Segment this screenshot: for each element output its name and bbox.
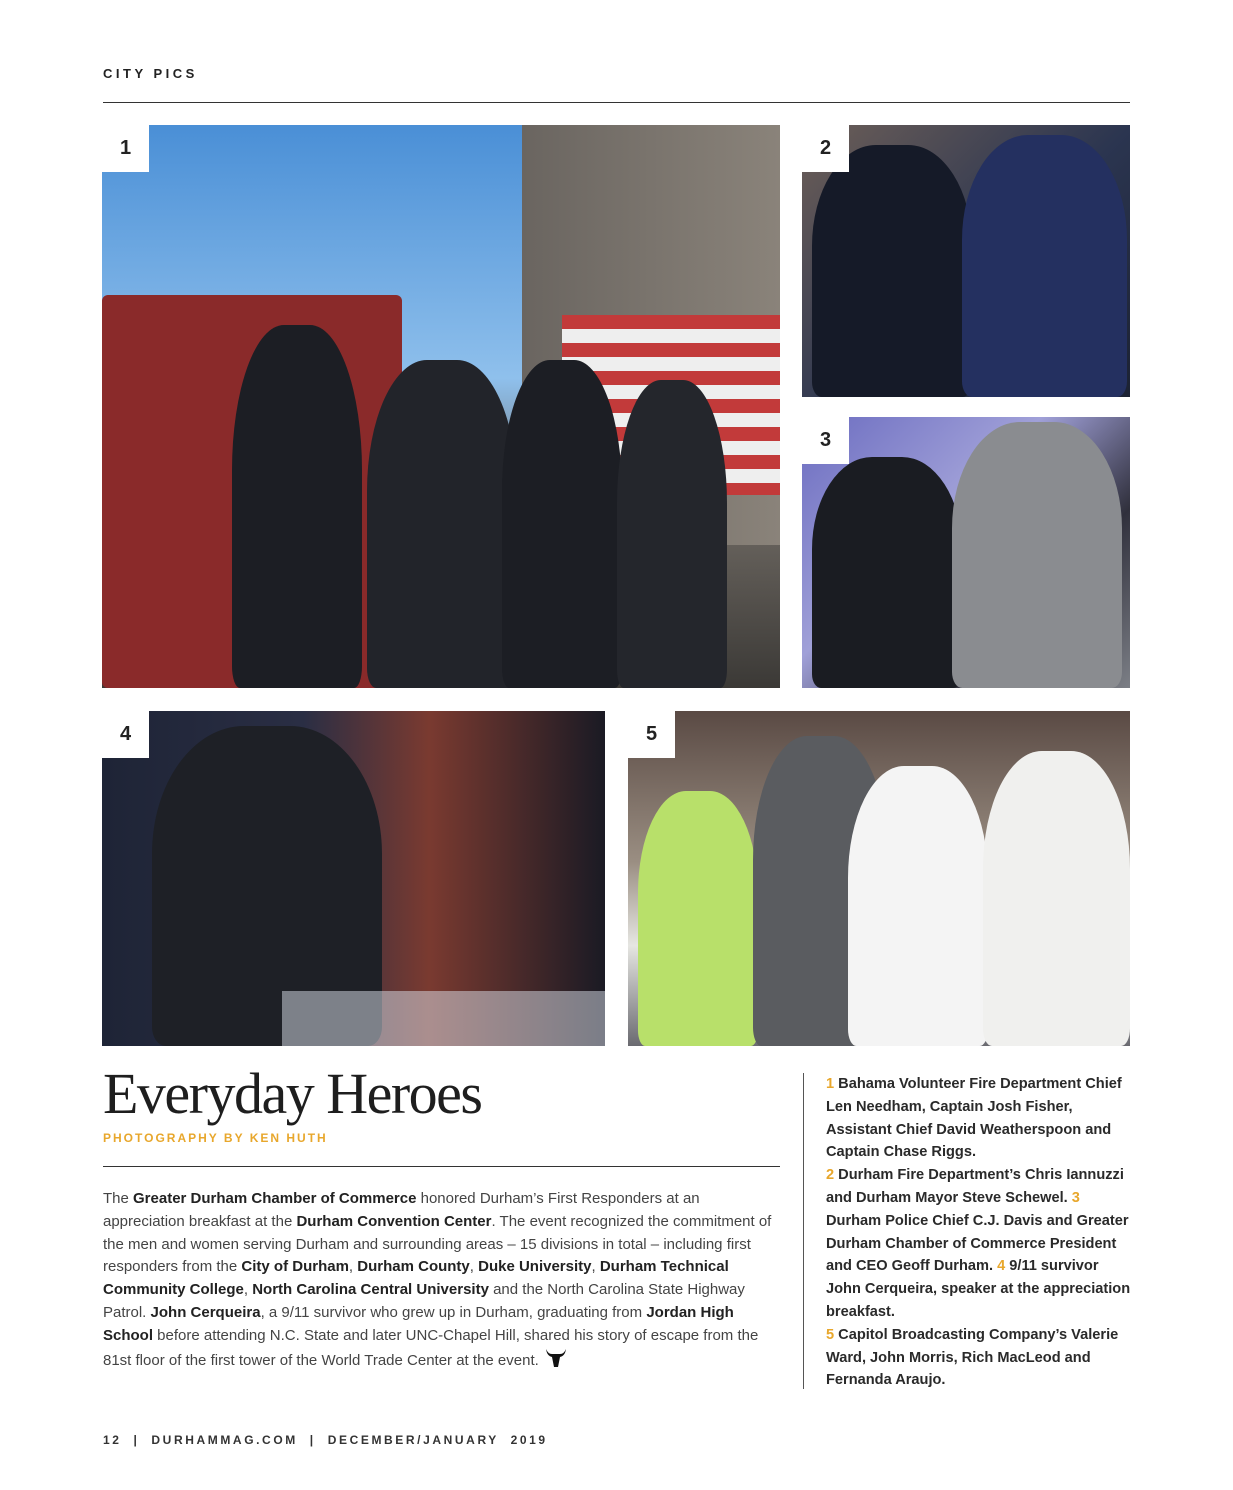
bold-text: North Carolina Central University	[252, 1281, 489, 1299]
body-text: , a 9/11 survivor who grew up in Durham, graduating from	[260, 1303, 647, 1321]
caption-text: Durham Police Chief C.J. Davis and Greater Durham Chamber of Commerce President and CEO Geoff Durham.	[826, 1212, 1129, 1275]
section-label: CITY PICS	[103, 66, 198, 81]
photo-credit: PHOTOGRAPHY BY KEN HUTH	[103, 1131, 328, 1145]
caption-number: 4	[997, 1258, 1006, 1275]
body-text: . The event recognized the commitment of the men and women serving Durham and surrounding areas – 15 divisions in total – including first responders from the	[103, 1212, 772, 1276]
issue-date: DECEMBER/JANUARY 2019	[327, 1433, 548, 1447]
article-body	[103, 1188, 783, 1375]
caption-number: 5	[826, 1326, 835, 1343]
photo-2	[802, 125, 1130, 397]
title-rule	[103, 1166, 780, 1167]
caption-text: Bahama Volunteer Fire Department Chief Len Needham, Captain Josh Fisher, Assistant Chief David Weatherspoon and Captain Chase Riggs.	[826, 1076, 1122, 1161]
photo-number-badge: 5	[628, 711, 675, 758]
bold-text: Jordan High School	[103, 1303, 734, 1344]
body-text: The	[103, 1190, 134, 1207]
bold-text: John Cerqueira	[150, 1303, 261, 1321]
caption-number: 3	[1071, 1189, 1080, 1206]
bull-head-icon	[545, 1348, 567, 1376]
page-footer	[103, 1433, 548, 1447]
bold-text: Durham Technical Community College	[103, 1258, 729, 1299]
body-text: before attending N.C. State and later UNC-Chapel Hill, shared his story of escape from the 81st floor of the first tower of the World Trade Center at the event.	[103, 1326, 759, 1369]
article-title: Everyday Heroes	[103, 1061, 482, 1126]
page-number: 12	[103, 1433, 122, 1447]
photo-number-badge: 2	[802, 125, 849, 172]
body-text: ,	[243, 1281, 253, 1299]
body-text: and the North Carolina State Highway Patrol.	[103, 1281, 745, 1321]
bold-text: Greater Durham Chamber of Commerce	[133, 1190, 417, 1207]
bold-text: Durham Convention Center	[296, 1212, 492, 1230]
photo-captions	[803, 1073, 1133, 1389]
photo-number-badge: 3	[802, 417, 849, 464]
bold-text: City of Durham	[241, 1258, 349, 1276]
photo-4	[102, 711, 605, 1046]
body-text: ,	[348, 1258, 358, 1276]
caption-text: Durham Fire Department’s Chris Iannuzzi and Durham Mayor Steve Schewel.	[826, 1167, 1124, 1206]
caption-text: 9/11 survivor John Cerqueira, speaker at the appreciation breakfast.	[826, 1258, 1131, 1320]
bold-text: Durham County	[357, 1258, 470, 1276]
body-text: ,	[591, 1258, 600, 1276]
photo-3	[802, 417, 1130, 688]
photo-1	[102, 125, 780, 688]
header-rule	[103, 102, 1130, 103]
photo-number-badge: 4	[102, 711, 149, 758]
caption-number: 1	[826, 1076, 835, 1092]
body-text: honored Durham’s First Responders at an appreciation breakfast at the	[103, 1190, 700, 1230]
caption-text: Capitol Broadcasting Company’s Valerie Ward, John Morris, Rich MacLeod and Fernanda Araujo.	[826, 1326, 1119, 1389]
site-link[interactable]: DURHAMMAG.COM	[151, 1433, 298, 1447]
photo-number-badge: 1	[102, 125, 149, 172]
bold-text: Duke University	[478, 1258, 592, 1276]
photo-5	[628, 711, 1130, 1046]
separator: |	[133, 1433, 140, 1447]
caption-number: 2	[826, 1167, 835, 1184]
separator: |	[309, 1433, 316, 1447]
body-text: ,	[469, 1258, 479, 1276]
